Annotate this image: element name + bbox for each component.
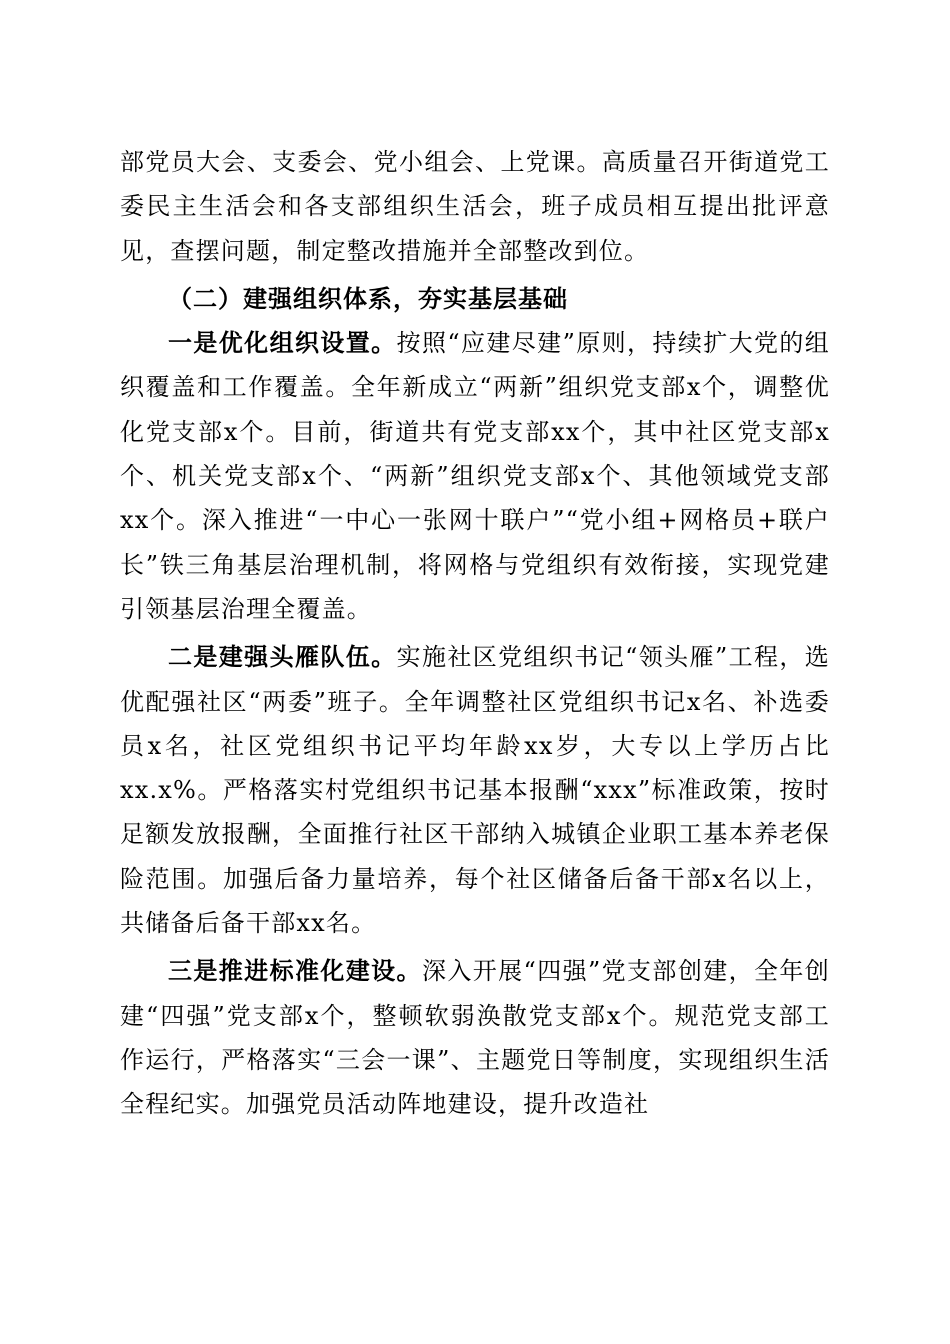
paragraph-2-lead: 二是建强头雁队伍。	[168, 642, 397, 672]
paragraph-2	[120, 635, 830, 945]
paragraph-3	[120, 949, 830, 1126]
paragraph-1-body: 按照“应建尽建”原则，持续扩大党的组织覆盖和工作覆盖。全年新成立“两新”组织党支部x个，调整优化党支部x个。目前，街道共有党支部xx个，其中社区党支部x个、机关党支部x个、“两新”组织党支部x个、其他领域党支部xx个。深入推进“一中心一张网十联户”“党小组+网格员+联户长”铁三角基层治理机制，将网格与党组织有效衔接，实现党建引领基层治理全覆盖。	[120, 329, 830, 623]
paragraph-1-lead: 一是优化组织设置。	[168, 328, 397, 358]
paragraph-2-body: 实施社区党组织书记“领头雁”工程，选优配强社区“两委”班子。全年调整社区党组织书记x名、补选委员x名，社区党组织书记平均年龄xx岁，大专以上学历占比xx.x%。严格落实村党组织书记基本报酬“xxx”标准政策，按时足额发放报酬，全面推行社区干部纳入城镇企业职工基本养老保险范围。加强后备力量培养，每个社区储备后备干部x名以上，共储备后备干部xx名。	[120, 643, 830, 938]
section-heading: （二）建强组织体系，夯实基层基础	[168, 283, 568, 313]
paragraph-3-lead: 三是推进标准化建设。	[168, 956, 422, 986]
paragraph-3-body: 深入开展“四强”党支部创建，全年创建“四强”党支部x个，整顿软弱涣散党支部x个。规范党支部工作运行，严格落实“三会一课”、主题党日等制度，实现组织生活全程纪实。加强党员活动阵地建设，提升改造社	[120, 957, 830, 1119]
continuation-paragraph: 部党员大会、支委会、党小组会、上党课。高质量召开街道党工委民主生活会和各支部组织生活会，班子成员相互提出批评意见，查摆问题，制定整改措施并全部整改到位。	[120, 148, 830, 265]
paragraph-1	[120, 321, 830, 631]
document-body	[120, 140, 830, 1127]
